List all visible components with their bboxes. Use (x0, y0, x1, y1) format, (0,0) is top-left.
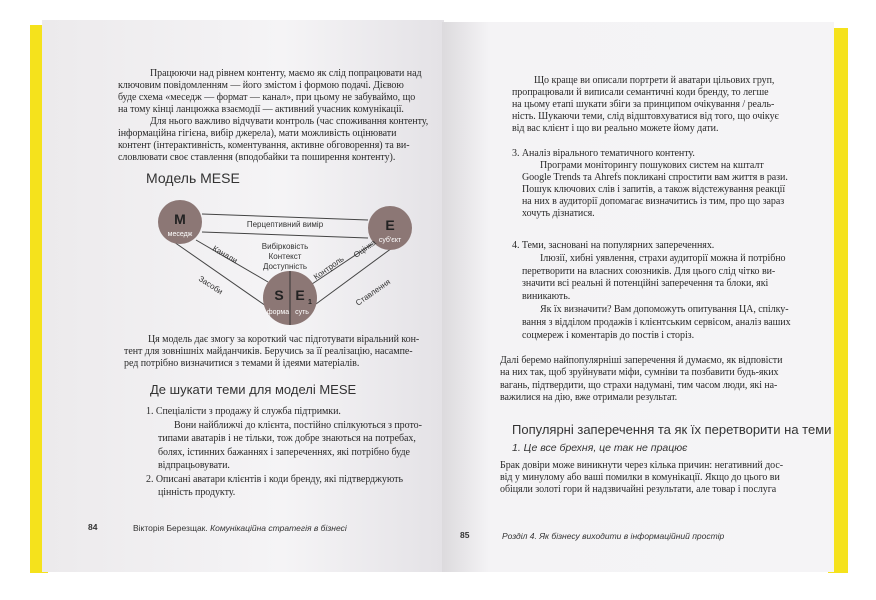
text-line: відпрацьовувати. (158, 460, 230, 471)
text-line: на тому кінці ланцюжка взаємодії — активний учасник комунікації. (118, 104, 404, 115)
heading-model-mese: Модель MESE (146, 170, 240, 186)
text-line: соцмереж і коментарів до постів і сторіз. (522, 329, 695, 341)
footer-author: Вікторія Березщак. (133, 523, 208, 533)
e1-label: суть (295, 309, 309, 316)
text-line: контент (інтерактивність, коментування, активне обговорення) та ви- (118, 140, 410, 151)
text-line: на них в аудиторії допомагає визначитись із тим, про що зараз (522, 196, 785, 207)
text-line: Програми моніторингу пошукових систем на кшталт (540, 160, 764, 171)
e-letter: E (385, 217, 395, 233)
center-label: Вибірковість (261, 242, 309, 251)
text-line: цінність продукту. (158, 487, 236, 498)
footer-book-title: Комунікаційна стратегія в бізнесі (210, 523, 347, 533)
m-label: меседж (167, 231, 193, 238)
footer-left (133, 523, 347, 533)
text-line: від вас клієнт і що ви реально можете йому дати. (512, 123, 719, 134)
subheading-objection-1: 1. Це все брехня, це так не працює (512, 442, 688, 454)
text-line: Для нього важливо відчувати контроль (час споживання контенту, (150, 116, 429, 127)
text-line: на цьому етапі шукати збіги за принципом очікування / реаль- (512, 99, 775, 110)
page-number-right: 85 (460, 530, 470, 540)
m-letter: M (174, 211, 186, 227)
text-line: Пошук ключових слів і запитів, а також відстежування реакції (522, 184, 786, 195)
text-line: Ілюзії, хибні уявлення, страхи аудиторії можна й потрібно (540, 252, 786, 264)
text-line: обіцяли золоті гори й надзвичайні результати, але товар і послуга (500, 484, 777, 495)
edge-right-label: Оцінка (351, 237, 378, 260)
e1-subscript: 1 (308, 299, 312, 306)
text-line: Працюючи над рівнем контенту, маємо як слід попрацювати над (150, 68, 422, 79)
text-line: Ця модель дає змогу за короткий час підготувати віральний кон- (148, 334, 420, 345)
text-line: ключовим повідомленням — його змістом і формою подачі. Дієвою (118, 80, 404, 91)
mese-diagram (140, 192, 440, 328)
s-label: форма (266, 309, 290, 316)
e1-letter: E (295, 287, 305, 303)
text-line: інформаційна гігієна, вибір джерела), мати можливість оцінювати (118, 128, 397, 139)
text-line: вання з відділом продажів і клієнтським сервісом, аналіз ваших (522, 316, 791, 328)
text-line: від у минулому або ваші помилки в комунікації. Якщо до цього ви (500, 472, 780, 483)
text-line: важилися на дію, вже отримали результат. (500, 391, 678, 403)
heading-where-to-find-topics: Де шукати теми для моделі MESE (150, 382, 357, 397)
heading-popular-objections: Популярні заперечення та як їх перетворити на теми (512, 422, 832, 437)
text-line: виникають. (522, 291, 571, 303)
text-line: типами аватарів і не тільки, тож добре знаються на потребах, (158, 433, 416, 444)
edge-left-label: Канали (211, 243, 239, 266)
edge-left-label: Засоби (196, 274, 225, 297)
edge-top-label: Перцептивний вимір (246, 220, 324, 229)
text-line: словлювати своє ставлення (вподобайки та поширення контенту). (118, 152, 396, 163)
text-line: ність. Шукаючи теми, слід відштовхуватися від того, що очікує (512, 111, 779, 122)
page-number-left: 84 (88, 522, 98, 532)
text-line: Що краще ви описали портрети й аватари цільових груп, (534, 75, 775, 86)
text-line: болях, істинних бажаннях і запереченнях, які потрібно буде (158, 446, 410, 458)
text-line: тент для зовнішніх майданчиків. Беручись за її реалізацію, насампе- (124, 346, 413, 357)
footer-right: Розділ 4. Як бізнесу виходити в інформаційний простір (502, 531, 725, 541)
text-line: буде схема «меседж — формат — канал», при цьому не забуваймо, що (118, 92, 416, 103)
text-line: Брак довіри може виникнути через кілька причин: негативний дос- (500, 460, 784, 471)
s-letter: S (274, 287, 284, 303)
text-line: на них так, щоб зруйнувати міфи, сумніви та позбавити будь-яких (500, 367, 779, 379)
edge-right-label: Контроль (311, 254, 346, 282)
e-label: суб'єкт (378, 237, 402, 244)
text-line: Далі беремо найпопулярніші заперечення й думаємо, як відповісти (500, 355, 783, 366)
text-line: Вони найближчі до клієнта, постійно спілкуються з прото- (174, 419, 422, 431)
text-line: значити всі реальні й потенційні заперечення та блоки, які (522, 278, 769, 290)
text-line: хочуть дізнатися. (522, 208, 595, 219)
center-label: Контекст (268, 252, 302, 261)
text-line: Google Trends та Ahrefs покликані спростити вам життя в рази. (522, 172, 788, 183)
text-line: 4. Теми, засновані на популярних запереченнях. (512, 240, 715, 251)
text-line: перетворити на власних союзників. Для цього слід чітко ви- (522, 265, 776, 277)
center-label: Доступність (262, 262, 308, 271)
text-line: 2. Описані аватари клієнтів і коди бренду, які підтверджують (146, 473, 403, 485)
text-line: пропрацювали й виписали семантичні коди бренду, то легше (512, 87, 769, 98)
text-line: 1. Спеціалісти з продажу й служба підтримки. (146, 406, 341, 417)
text-line: Як їх визначити? Вам допоможуть опитування ЦА, спілку- (540, 304, 789, 315)
text-line: ред потрібно визначитися з темами й ідеями матеріалів. (124, 358, 360, 369)
text-line: вагань, підтвердити, що страхи надумані, тим часом люди, які на- (500, 379, 778, 391)
edge-right-label: Ставлення (353, 277, 393, 308)
text-line: 3. Аналіз вірального тематичного контенту. (512, 148, 695, 159)
